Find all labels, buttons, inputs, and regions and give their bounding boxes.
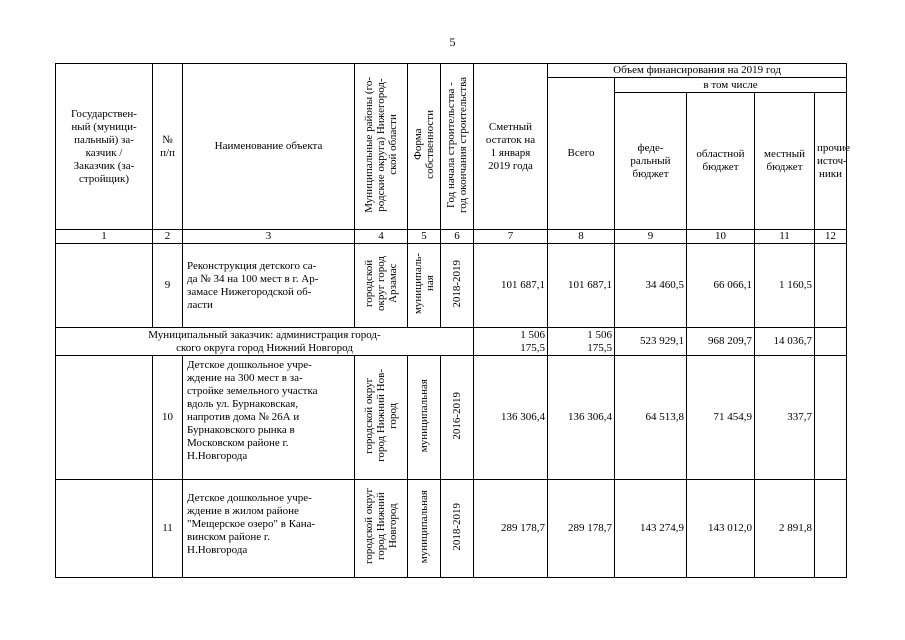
years: 2018-2019 [441,244,474,328]
group-label: Муниципальный заказчик: администрация город- ского округа город Нижний Новгород [56,328,474,356]
estimate-value: 101 687,1 [474,244,548,328]
other-value [815,244,847,328]
ownership: муниципальная [408,356,441,480]
district: городской округ город Нижний Нов- город [355,356,408,480]
group-local: 14 036,7 [755,328,815,356]
group-estimate: 1 506 175,5 [474,328,548,356]
total-value: 289 178,7 [548,480,615,578]
years: 2018-2019 [441,480,474,578]
col-number: 4 [355,230,408,244]
header-years: Год начала строительства - год окончания строительства [441,64,474,230]
header-including: в том числе [615,78,847,93]
row-num: 11 [153,480,183,578]
header-federal: феде- ральный бюджет [615,93,687,230]
col-number: 12 [815,230,847,244]
row-num: 9 [153,244,183,328]
col-number: 6 [441,230,474,244]
federal-value: 64 513,8 [615,356,687,480]
federal-value: 34 460,5 [615,244,687,328]
group-regional: 968 209,7 [687,328,755,356]
district: городской округ город Арзамас [355,244,408,328]
header-total: Всего [548,78,615,230]
col-number: 7 [474,230,548,244]
header-financing-title: Объем финансирования на 2019 год [548,64,847,78]
regional-value: 71 454,9 [687,356,755,480]
col-number: 1 [56,230,153,244]
row-num: 10 [153,356,183,480]
group-total: 1 506 175,5 [548,328,615,356]
federal-value: 143 274,9 [615,480,687,578]
col-number: 10 [687,230,755,244]
total-value: 101 687,1 [548,244,615,328]
regional-value: 143 012,0 [687,480,755,578]
group-federal: 523 929,1 [615,328,687,356]
header-regional: областной бюджет [687,93,755,230]
local-value: 2 891,8 [755,480,815,578]
table-row [56,356,847,480]
header-other: прочие источ- ники [815,93,847,230]
header-ownership: Форма собственности [408,64,441,230]
total-value: 136 306,4 [548,356,615,480]
col-number: 2 [153,230,183,244]
estimate-value: 289 178,7 [474,480,548,578]
years: 2016-2019 [441,356,474,480]
financing-table [55,63,850,578]
district: городской округ город Нижний Новгород [355,480,408,578]
other-value [815,356,847,480]
col-number: 3 [183,230,355,244]
ownership: муниципаль- ная [408,244,441,328]
object-name: Детское дошкольное учре- ждение в жилом районе "Мещерское озеро" в Кана- винском районе г. Н.Новгорода [183,480,355,578]
object-name: Детское дошкольное учре- ждение на 300 мест в за- стройке земельного участка вдоль ул. Бурнаковская, напротив дома № 26А и Бурнаковского рынка в Московском районе г. Н.Новгорода [183,356,355,480]
group-row [56,328,847,356]
page-number: 5 [449,35,456,49]
table-row [56,244,847,328]
regional-value: 66 066,1 [687,244,755,328]
object-name: Реконструкция детского са- да № 34 на 100 мест в г. Ар- замасе Нижегородской об- ласти [183,244,355,328]
col-number: 8 [548,230,615,244]
group-other [815,328,847,356]
ownership: муниципальная [408,480,441,578]
col-number: 5 [408,230,441,244]
column-numbers-row [56,230,847,244]
other-value [815,480,847,578]
local-value: 1 160,5 [755,244,815,328]
header-local: местный бюджет [755,93,815,230]
estimate-value: 136 306,4 [474,356,548,480]
header-district: Муниципальные районы (го- родские округа) Нижегород- ской области [355,64,408,230]
header-customer: Государствен- ный (муници- пальный) за- казчик / Заказчик (за- стройщик) [56,64,153,230]
col-number: 11 [755,230,815,244]
header-num: № п/п [153,64,183,230]
header-object-name: Наименование объекта [183,64,355,230]
local-value: 337,7 [755,356,815,480]
table-row [56,480,847,578]
col-number: 9 [615,230,687,244]
header-estimate: Сметный остаток на 1 января 2019 года [474,64,548,230]
